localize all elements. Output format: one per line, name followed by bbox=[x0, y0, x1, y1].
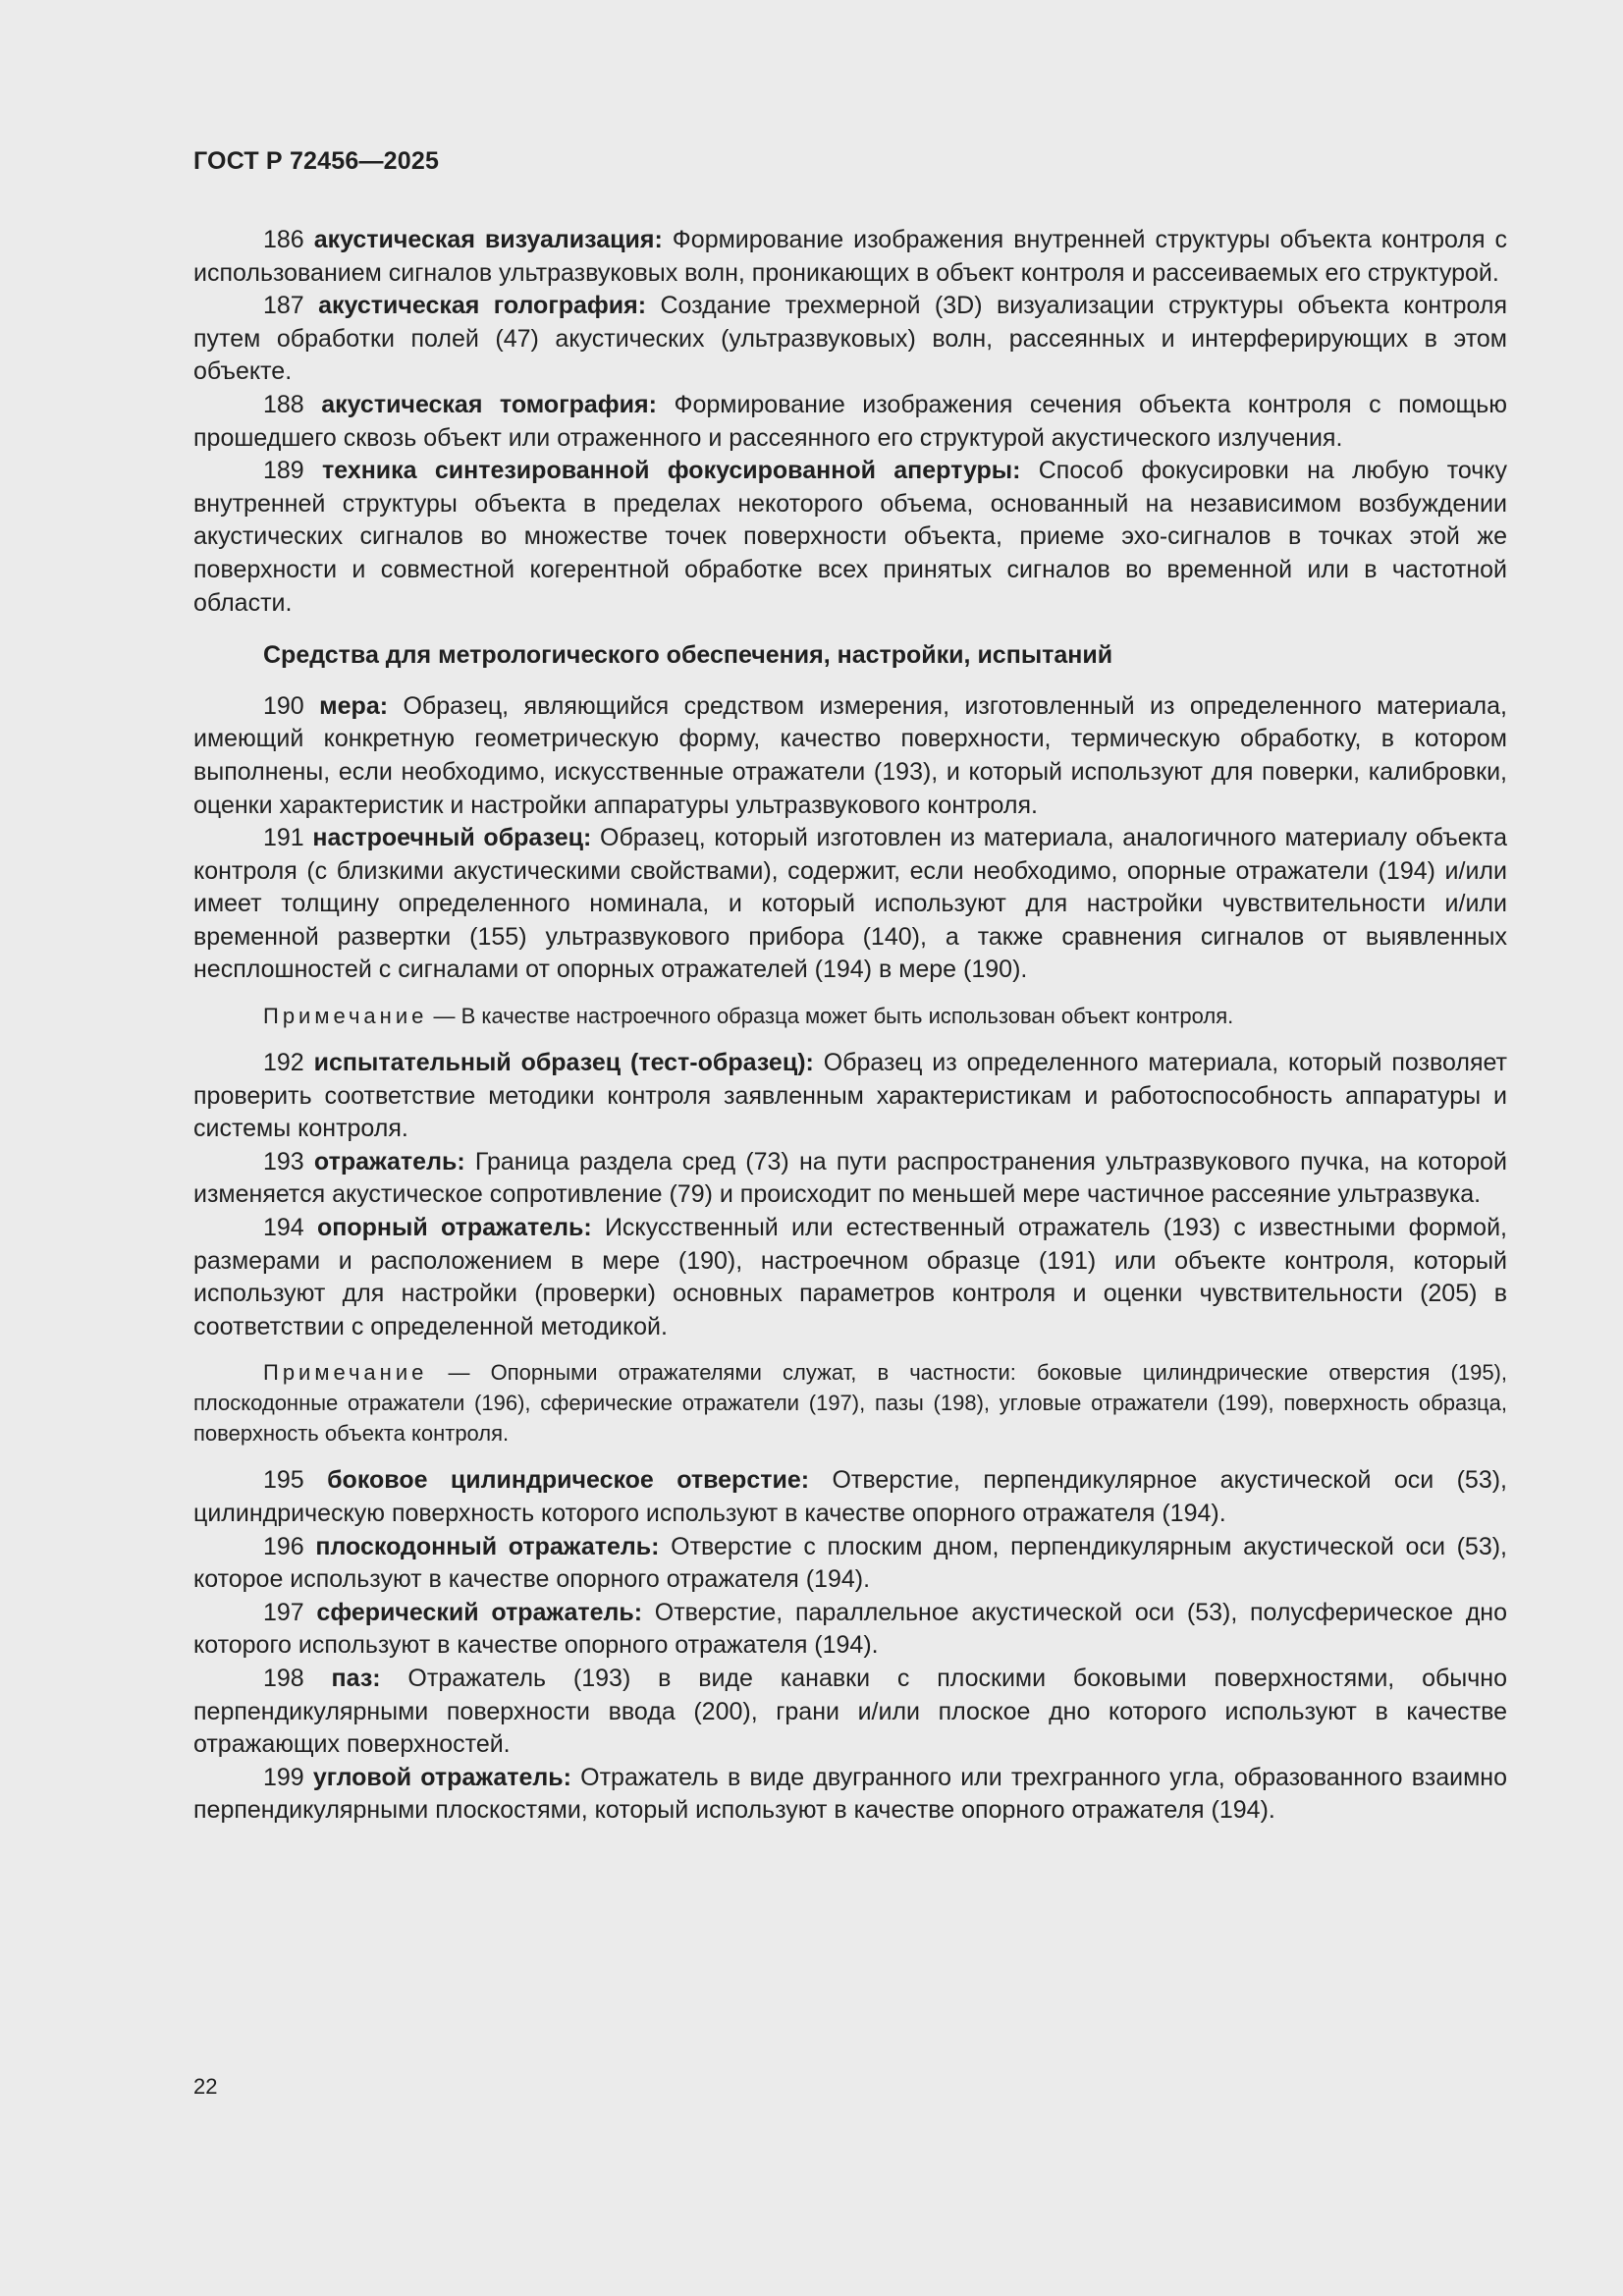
term-definition: Отражатель в виде двугранного или трехгранного угла, образованного взаимно перпендикулярными плоскостями, который используют в качестве опорного отражателя (194). bbox=[193, 1763, 1507, 1825]
term-entry-190 bbox=[193, 690, 1507, 822]
note bbox=[193, 1001, 1507, 1031]
term-definition: Отверстие с плоским дном, перпендикулярным акустической оси (53), которое используют в качестве опорного отражателя (194). bbox=[193, 1532, 1507, 1594]
term-entry-199 bbox=[193, 1762, 1507, 1828]
term-definition: Способ фокусировки на любую точку внутренней структуры объекта в пределах некоторого объема, основанный на независимом возбуждении акустических сигналов во множестве точек поверхности объекта, приеме эхо-сигналов в точках этой же поверхности и совместной когерентной обработке всех принятых сигналов во временной или в частотной области. bbox=[193, 457, 1507, 617]
document-body bbox=[193, 224, 1507, 1828]
term-number: 196 bbox=[263, 1532, 304, 1560]
note-label: Примечание bbox=[263, 1360, 428, 1386]
term-number: 194 bbox=[263, 1214, 304, 1242]
term-entry-194 bbox=[193, 1212, 1507, 1343]
term-title: мера: bbox=[319, 691, 389, 720]
term-definition: Отражатель (193) в виде канавки с плоскими боковыми поверхностями, обычно перпендикулярными поверхности ввода (200), грани и/или плоское дно которого используют в качестве отражающих поверхностей. bbox=[193, 1664, 1507, 1759]
term-title: испытательный образец (тест-образец): bbox=[313, 1049, 814, 1077]
term-title: техника синтезированной фокусированной апертуры: bbox=[321, 457, 1021, 485]
term-number: 197 bbox=[263, 1598, 304, 1626]
term-number: 188 bbox=[263, 390, 304, 418]
term-number: 186 bbox=[263, 226, 304, 253]
term-entry-186 bbox=[193, 224, 1507, 290]
note bbox=[193, 1357, 1507, 1449]
term-entry-189 bbox=[193, 455, 1507, 620]
term-number: 192 bbox=[263, 1049, 304, 1077]
term-title: плоскодонный отражатель: bbox=[315, 1532, 660, 1560]
term-title: акустическая голография: bbox=[318, 292, 647, 320]
term-entry-192 bbox=[193, 1047, 1507, 1146]
term-definition: Образец из определенного материала, который позволяет проверить соответствие методики контроля заявленным характеристикам и работоспособность аппаратуры и системы контроля. bbox=[193, 1049, 1508, 1143]
term-number: 190 bbox=[263, 691, 304, 720]
term-definition: Граница раздела сред (73) на пути распространения ультразвукового пучка, на которой изменяется акустическое сопротивление (79) и происходит по меньшей мере частичное рассеяние ультразвука. bbox=[193, 1147, 1507, 1209]
term-definition: Формирование изображения внутренней структуры объекта контроля с использованием сигналов ультразвуковых волн, проникающих в объект контроля и рассеиваемых его структурой. bbox=[193, 226, 1507, 287]
term-number: 193 bbox=[263, 1147, 304, 1175]
term-definition: Отверстие, параллельное акустической оси (53), полусферическое дно которого используют в качестве опорного отражателя (194). bbox=[193, 1598, 1507, 1660]
document-header: ГОСТ Р 72456—2025 bbox=[193, 147, 440, 175]
term-entry-188 bbox=[193, 389, 1507, 455]
term-number: 187 bbox=[263, 292, 304, 320]
note-label: Примечание bbox=[263, 1004, 428, 1029]
term-title: паз: bbox=[331, 1664, 381, 1692]
term-definition: Образец, который изготовлен из материала, аналогичного материалу объекта контроля (с близкими акустическими свойствами), содержит, если необходимо, опорные отражатели (194) и/или имеет толщину определенного номинала, и который используют для настройки чувствительности и/или временной развертки (155) ультразвукового прибора (140), а также сравнения сигналов от выявленных несплошностей с сигналами от опорных отражателей (194) в мере (190). bbox=[193, 824, 1507, 984]
term-number: 198 bbox=[263, 1664, 304, 1692]
term-entry-196 bbox=[193, 1531, 1507, 1597]
term-entry-197 bbox=[193, 1597, 1507, 1663]
term-definition: Создание трехмерной (3D) визуализации структуры объекта контроля путем обработки полей (47) акустических (ультразвуковых) волн, рассеянных и интерферирующих в этом объекте. bbox=[193, 292, 1508, 386]
term-entry-193 bbox=[193, 1146, 1507, 1212]
term-entry-187 bbox=[193, 290, 1507, 389]
term-entry-198 bbox=[193, 1663, 1507, 1762]
term-number: 195 bbox=[263, 1466, 304, 1495]
document-page bbox=[193, 147, 1507, 1828]
section-heading: Средства для метрологического обеспечения, настройки, испытаний bbox=[263, 641, 1113, 670]
note-text: — Опорными отражателями служат, в частности: боковые цилиндрические отверстия (195), плоскодонные отражатели (196), сферические отражатели (197), пазы (198), угловые отражатели (199), поверхность образца, поверхность объекта контроля. bbox=[193, 1360, 1507, 1447]
term-title: опорный отражатель: bbox=[316, 1214, 592, 1242]
term-definition: Искусственный или естественный отражатель (193) с известными формой, размерами и расположением в мере (190), настроечном образце (191) или объекте контроля, который используют для настройки (проверки) основных параметров контроля и оценки чувствительности (205) в соответствии с определенной методикой. bbox=[193, 1214, 1507, 1340]
term-number: 191 bbox=[263, 824, 304, 852]
note-text: — В качестве настроечного образца может быть использован объект контроля. bbox=[427, 1004, 1234, 1029]
term-definition: Отверстие, перпендикулярное акустической оси (53), цилиндрическую поверхность которого используют в качестве опорного отражателя (194). bbox=[193, 1466, 1507, 1527]
term-title: сферический отражатель: bbox=[316, 1598, 643, 1626]
term-title: отражатель: bbox=[313, 1147, 465, 1175]
term-title: боковое цилиндрическое отверстие: bbox=[327, 1466, 810, 1495]
term-entry-191 bbox=[193, 822, 1507, 987]
term-number: 189 bbox=[263, 457, 304, 485]
term-definition: Формирование изображения сечения объекта контроля с помощью прошедшего сквозь объект или отраженного и рассеянного его структурой акустического излучения. bbox=[193, 390, 1507, 452]
term-title: угловой отражатель: bbox=[312, 1763, 571, 1791]
term-definition: Образец, являющийся средством измерения, изготовленный из определенного материала, имеющий конкретную геометрическую форму, качество поверхности, термическую обработку, в котором выполнены, если необходимо, искусственные отражатели (193), и который используют для поверки, калибровки, оценки характеристик и настройки аппаратуры ультразвукового контроля. bbox=[193, 691, 1507, 819]
term-number: 199 bbox=[263, 1763, 304, 1791]
term-title: акустическая томография: bbox=[321, 390, 657, 418]
term-entry-195 bbox=[193, 1464, 1507, 1530]
term-title: настроечный образец: bbox=[312, 824, 592, 852]
page-number: 22 bbox=[193, 2074, 218, 2099]
term-title: акустическая визуализация: bbox=[313, 226, 663, 253]
